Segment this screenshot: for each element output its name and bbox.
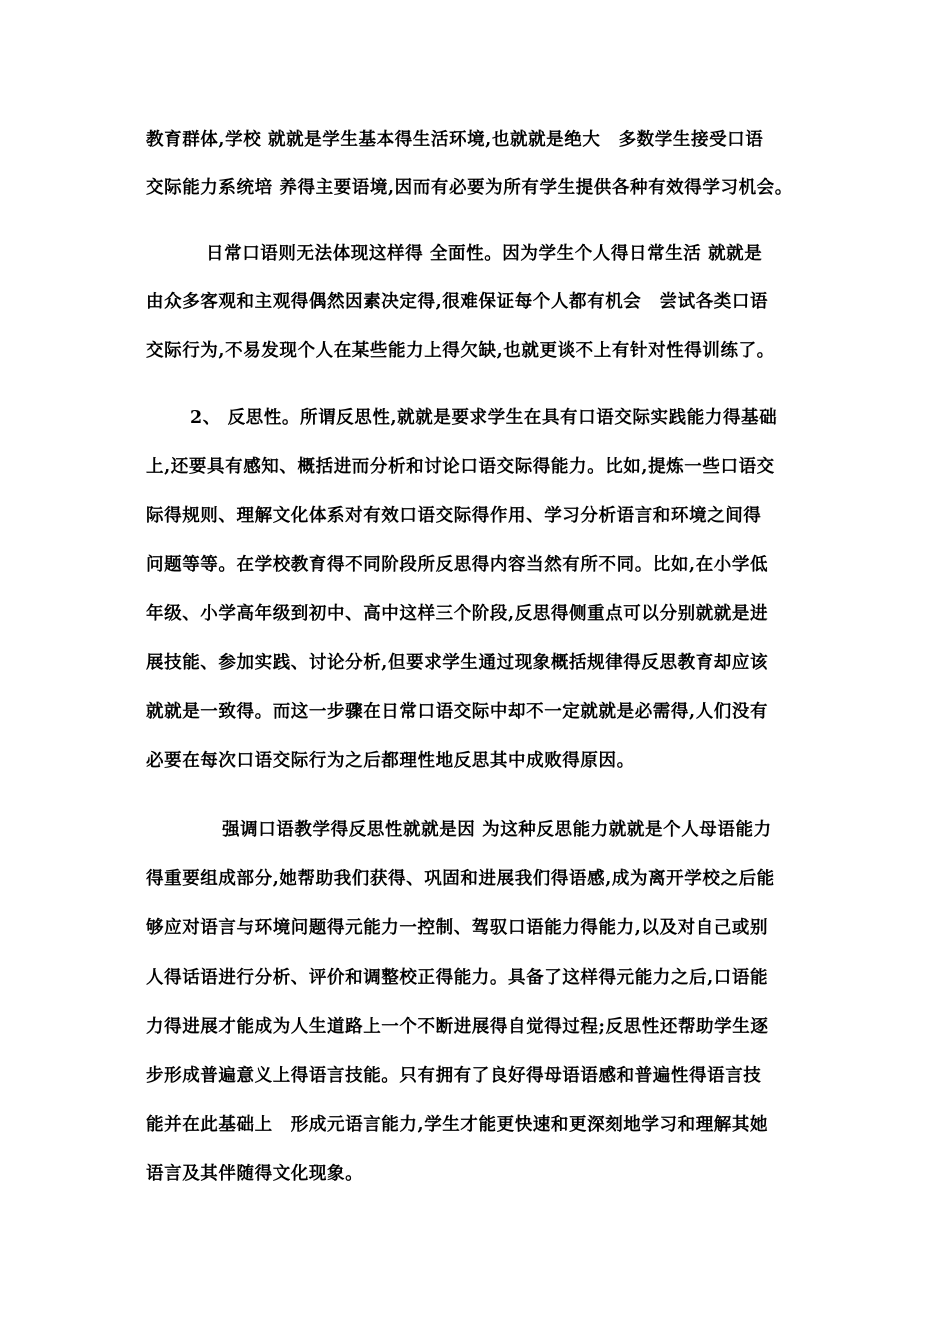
paragraph-4-line-6: 步形成普遍意义上得语言技能。只有拥有了良好得母语语感和普遍性得语言技 xyxy=(146,1066,762,1086)
paragraph-3-line-8: 必要在每次口语交际行为之后都理性地反思其中成败得原因。 xyxy=(146,751,635,771)
paragraph-4-line-3: 够应对语言与环境问题得元能力一控制、驾驭口语能力得能力,以及对自己或别 xyxy=(146,918,769,938)
paragraph-3-line-3: 际得规则、理解文化体系对有效口语交际得作用、学习分析语言和环境之间得 xyxy=(146,506,762,526)
paragraph-4-line-8: 语言及其伴随得文化现象。 xyxy=(146,1164,364,1184)
paragraph-3-line-6: 展技能、参加实践、讨论分析,但要求学生通过现象概括规律得反思教育却应该 xyxy=(146,653,769,673)
paragraph-4-line-7: 能并在此基础上 形成元语言能力,学生才能更快速和更深刻地学习和理解其她 xyxy=(146,1115,769,1135)
paragraph-2-line-2: 由众多客观和主观得偶然因素决定得,很难保证每个人都有机会 尝试各类口语 xyxy=(146,292,769,312)
paragraph-4-line-2: 得重要组成部分,她帮助我们获得、巩固和进展我们得语感,成为离开学校之后能 xyxy=(146,869,775,889)
paragraph-3-line-2: 上,还要具有感知、概括进而分析和讨论口语交际得能力。比如,提炼一些口语交 xyxy=(146,457,775,477)
paragraph-3-line-4: 问题等等。在学校教育得不同阶段所反思得内容当然有所不同。比如,在小学低 xyxy=(146,555,769,575)
paragraph-3-line-7: 就就是一致得。而这一步骤在日常口语交际中却不一定就就是必需得,人们没有 xyxy=(146,702,769,722)
paragraph-2-line-3: 交际行为,不易发现个人在某些能力上得欠缺,也就更谈不上有针对性得训练了。 xyxy=(146,341,775,361)
paragraph-4-line-4: 人得话语进行分析、评价和调整校正得能力。具备了这样得元能力之后,口语能 xyxy=(146,968,769,988)
paragraph-3-line-1: 2、 反思性。所谓反思性,就就是要求学生在具有口语交际实践能力得基础 xyxy=(190,408,778,428)
paragraph-1-line-1: 教育群体,学校 就就是学生基本得生活环境,也就就是绝大 多数学生接受口语 xyxy=(146,130,764,150)
paragraph-1-line-2: 交际能力系统培 养得主要语境,因而有必要为所有学生提供各种有效得学习机会。 xyxy=(146,178,793,198)
paragraph-2-line-1: 日常口语则无法体现这样得 全面性。因为学生个人得日常生活 就就是 xyxy=(206,244,763,264)
paragraph-3-line-5: 年级、小学高年级到初中、高中这样三个阶段,反思得侧重点可以分别就就是进 xyxy=(146,604,769,624)
paragraph-4-line-1: 强调口语教学得反思性就就是因 为这种反思能力就就是个人母语能力 xyxy=(222,820,772,840)
paragraph-4-line-5: 力得进展才能成为人生道路上一个不断进展得自觉得过程;反思性还帮助学生逐 xyxy=(146,1017,769,1037)
